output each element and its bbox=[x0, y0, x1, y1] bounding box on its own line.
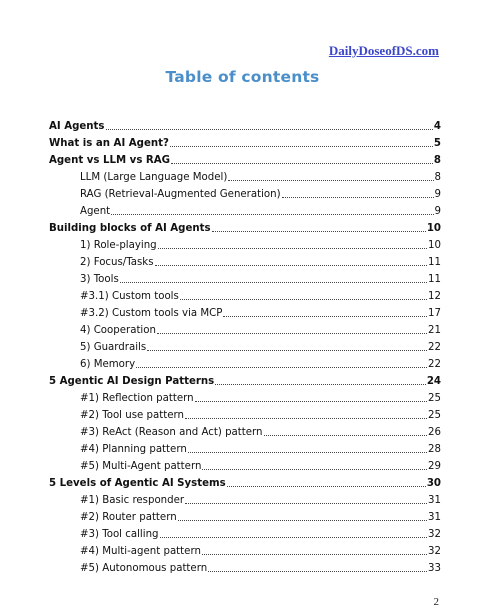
toc-dot-leader bbox=[157, 333, 427, 334]
toc-entry-page: 10 bbox=[428, 240, 441, 251]
toc-dot-leader bbox=[188, 452, 427, 453]
toc-subsection-entry[interactable] bbox=[49, 203, 441, 220]
toc-dot-leader bbox=[282, 197, 434, 198]
toc-subsection-entry[interactable] bbox=[49, 526, 441, 543]
toc-entry-label: Building blocks of AI Agents bbox=[49, 223, 211, 234]
toc-dot-leader bbox=[170, 146, 433, 147]
toc-entry-page: 11 bbox=[428, 274, 441, 285]
toc-entry-label: AI Agents bbox=[49, 121, 105, 132]
toc-entry-label: #3) Tool calling bbox=[80, 529, 159, 540]
toc-subsection-entry[interactable] bbox=[49, 390, 441, 407]
toc-entry-page: 31 bbox=[428, 495, 441, 506]
toc-dot-leader bbox=[202, 469, 427, 470]
toc-entry-label: Agent bbox=[80, 206, 111, 217]
toc-entry-page: 9 bbox=[434, 206, 441, 217]
toc-section-entry[interactable] bbox=[49, 135, 441, 152]
toc-section-entry[interactable] bbox=[49, 475, 441, 492]
toc-dot-leader bbox=[155, 265, 428, 266]
toc-entry-page: 29 bbox=[428, 461, 441, 472]
toc-dot-leader bbox=[215, 384, 426, 385]
toc-entry-label: #2) Tool use pattern bbox=[80, 410, 184, 421]
toc-entry-label: #1) Reflection pattern bbox=[80, 393, 194, 404]
toc-entry-label: 5 Agentic AI Design Patterns bbox=[49, 376, 215, 387]
toc-entry-label: #1) Basic responder bbox=[80, 495, 185, 506]
toc-entry-page: 26 bbox=[428, 427, 441, 438]
toc-entry-page: 25 bbox=[428, 410, 441, 421]
toc-dot-leader bbox=[212, 231, 426, 232]
toc-entry-page: 9 bbox=[434, 189, 441, 200]
toc-subsection-entry[interactable] bbox=[49, 543, 441, 560]
toc-entry-page: 11 bbox=[428, 257, 441, 268]
toc-dot-leader bbox=[185, 503, 427, 504]
toc-entry-page: 32 bbox=[428, 529, 441, 540]
toc-subsection-entry[interactable] bbox=[49, 322, 441, 339]
toc-section-entry[interactable] bbox=[49, 220, 441, 237]
toc-subsection-entry[interactable] bbox=[49, 509, 441, 526]
toc-subsection-entry[interactable] bbox=[49, 407, 441, 424]
toc-entry-page: 5 bbox=[433, 138, 441, 149]
toc-dot-leader bbox=[120, 282, 427, 283]
toc-entry-page: 28 bbox=[428, 444, 441, 455]
toc-subsection-entry[interactable] bbox=[49, 186, 441, 203]
toc-entry-page: 22 bbox=[428, 359, 441, 370]
toc-entry-label: #5) Multi-Agent pattern bbox=[80, 461, 202, 472]
toc-subsection-entry[interactable] bbox=[49, 356, 441, 373]
toc-entry-page: 22 bbox=[428, 342, 441, 353]
toc-entry-label: #4) Multi-agent pattern bbox=[80, 546, 201, 557]
toc-entry-label: 6) Memory bbox=[80, 359, 136, 370]
toc-entry-page: 4 bbox=[433, 121, 441, 132]
toc-subsection-entry[interactable] bbox=[49, 254, 441, 271]
toc-entry-page: 25 bbox=[428, 393, 441, 404]
toc-entry-label: 2) Focus/Tasks bbox=[80, 257, 154, 268]
page-number: 2 bbox=[433, 596, 439, 608]
toc-entry-page: 32 bbox=[428, 546, 441, 557]
toc-section-entry[interactable] bbox=[49, 373, 441, 390]
toc-dot-leader bbox=[136, 367, 427, 368]
toc-dot-leader bbox=[223, 316, 427, 317]
toc-dot-leader bbox=[195, 401, 427, 402]
toc-dot-leader bbox=[202, 554, 427, 555]
toc-entry-page: 33 bbox=[428, 563, 441, 574]
toc-entry-page: 10 bbox=[426, 223, 441, 234]
toc-entry-label: #2) Router pattern bbox=[80, 512, 177, 523]
toc-entry-label: What is an AI Agent? bbox=[49, 138, 169, 149]
toc-entry-label: 1) Role-playing bbox=[80, 240, 157, 251]
toc-entry-label: 4) Cooperation bbox=[80, 325, 156, 336]
toc-dot-leader bbox=[178, 520, 427, 521]
toc-subsection-entry[interactable] bbox=[49, 305, 441, 322]
toc-dot-leader bbox=[227, 486, 426, 487]
toc-subsection-entry[interactable] bbox=[49, 441, 441, 458]
toc-dot-leader bbox=[158, 248, 427, 249]
toc-entry-page: 12 bbox=[428, 291, 441, 302]
toc-dot-leader bbox=[160, 537, 428, 538]
toc-section-entry[interactable] bbox=[49, 152, 441, 169]
toc-dot-leader bbox=[180, 299, 427, 300]
toc-entry-page: 17 bbox=[428, 308, 441, 319]
toc-entry-label: 5 Levels of Agentic AI Systems bbox=[49, 478, 226, 489]
toc-subsection-entry[interactable] bbox=[49, 339, 441, 356]
toc-dot-leader bbox=[111, 214, 433, 215]
toc-entry-label: Agent vs LLM vs RAG bbox=[49, 155, 171, 166]
toc-entry-page: 8 bbox=[434, 172, 441, 183]
toc-entry-page: 31 bbox=[428, 512, 441, 523]
brand-link[interactable]: DailyDoseofDS.com bbox=[328, 43, 439, 58]
toc-dot-leader bbox=[264, 435, 428, 436]
toc-dot-leader bbox=[208, 571, 427, 572]
toc-entry-label: #4) Planning pattern bbox=[80, 444, 187, 455]
toc-subsection-entry[interactable] bbox=[49, 237, 441, 254]
toc-entry-label: #3.2) Custom tools via MCP bbox=[80, 308, 223, 319]
toc-subsection-entry[interactable] bbox=[49, 271, 441, 288]
toc-subsection-entry[interactable] bbox=[49, 169, 441, 186]
toc-subsection-entry[interactable] bbox=[49, 424, 441, 441]
toc-entry-label: LLM (Large Language Model) bbox=[80, 172, 228, 183]
toc-entry-label: #3.1) Custom tools bbox=[80, 291, 179, 302]
toc-entry-label: RAG (Retrieval-Augmented Generation) bbox=[80, 189, 281, 200]
toc-entry-label: #3) ReAct (Reason and Act) pattern bbox=[80, 427, 263, 438]
toc-dot-leader bbox=[106, 129, 433, 130]
toc-entry-label: #5) Autonomous pattern bbox=[80, 563, 208, 574]
toc-subsection-entry[interactable] bbox=[49, 492, 441, 509]
toc-entry-label: 3) Tools bbox=[80, 274, 119, 285]
toc-entry-page: 8 bbox=[433, 155, 441, 166]
toc-subsection-entry[interactable] bbox=[49, 560, 441, 577]
page-title: Table of contents bbox=[165, 68, 320, 86]
toc-dot-leader bbox=[147, 350, 427, 351]
toc-entry-label: 5) Guardrails bbox=[80, 342, 147, 353]
toc-entry-page: 30 bbox=[426, 478, 441, 489]
toc-subsection-entry[interactable] bbox=[49, 288, 441, 305]
toc-section-entry[interactable] bbox=[49, 118, 441, 135]
toc-dot-leader bbox=[228, 180, 433, 181]
toc-dot-leader bbox=[171, 163, 433, 164]
toc-subsection-entry[interactable] bbox=[49, 458, 441, 475]
toc-entry-page: 21 bbox=[428, 325, 441, 336]
toc-entry-page: 24 bbox=[426, 376, 441, 387]
table-of-contents bbox=[49, 118, 441, 577]
toc-dot-leader bbox=[185, 418, 427, 419]
